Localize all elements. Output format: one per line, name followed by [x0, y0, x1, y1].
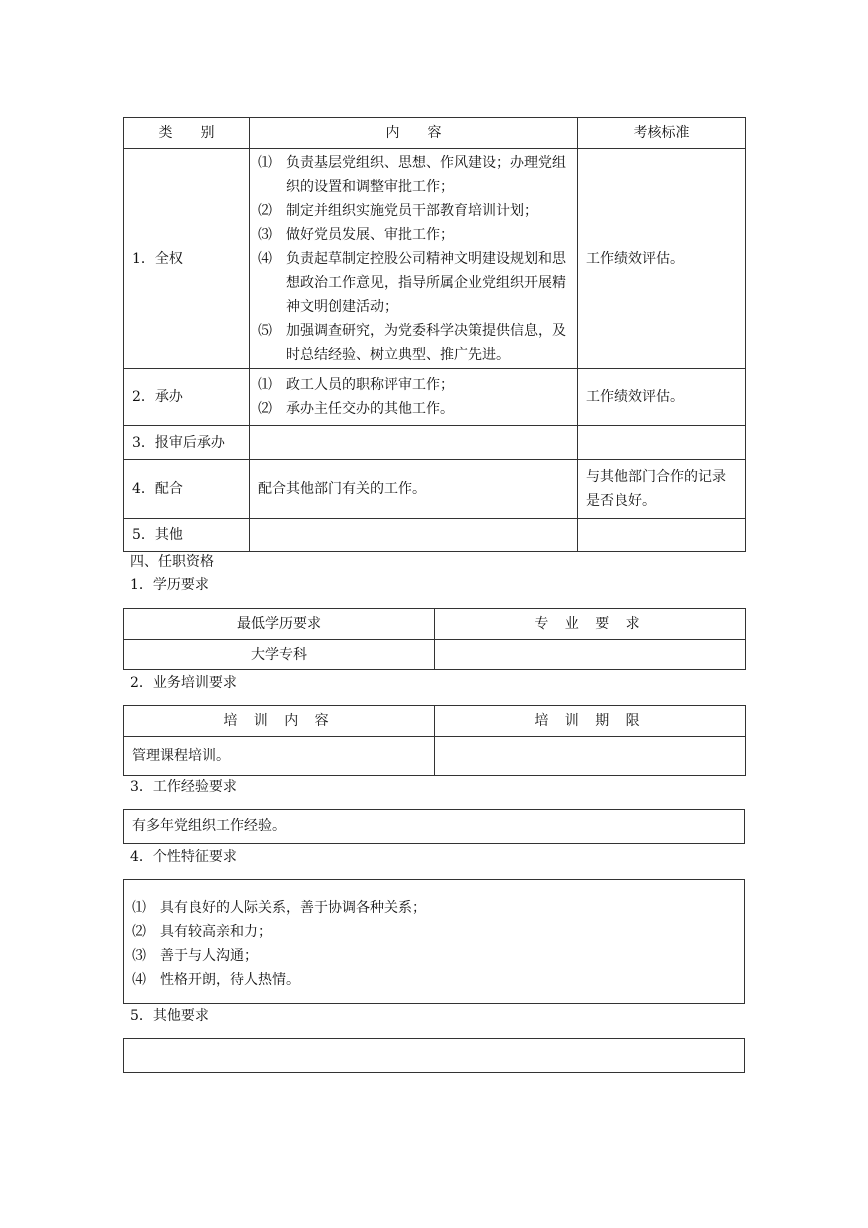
personality-heading: 4．个性特征要求	[130, 849, 237, 865]
list-item: ⑴ 政工人员的职称评审工作；	[258, 377, 454, 393]
education-value-min: 大学专科	[124, 640, 435, 670]
row-category: 1．全权	[124, 149, 250, 369]
header-category: 类 别	[124, 118, 250, 149]
training-heading: 2．业务培训要求	[130, 675, 237, 691]
row-standard: 工作绩效评估。	[578, 369, 746, 426]
row-category: 4．配合	[124, 460, 250, 519]
experience-heading: 3．工作经验要求	[130, 779, 237, 795]
table-row	[124, 369, 746, 426]
section-title: 四、任职资格	[130, 554, 214, 570]
training-value-content: 管理课程培训。	[124, 737, 435, 776]
experience-text: 有多年党组织工作经验。	[132, 818, 286, 834]
row-category: 5．其他	[124, 519, 250, 552]
personality-box	[123, 879, 745, 1004]
other-box	[123, 1038, 745, 1073]
other-heading: 5．其他要求	[130, 1008, 209, 1024]
row-content	[250, 149, 578, 369]
row-content	[250, 426, 578, 460]
row-content: 配合其他部门有关的工作。	[250, 460, 578, 519]
table-row	[124, 149, 746, 369]
table-row	[124, 460, 746, 519]
list-item: ⑵ 制定并组织实施党员干部教育培训计划；	[258, 202, 538, 219]
row-category: 3．报审后承办	[124, 426, 250, 460]
list-item: ⑷ 负责起草制定控股公司精神文明建设规划和思想政治工作意见，指导所属企业党组织开展精神文明创建活动；	[258, 250, 566, 315]
list-item: ⑵ 承办主任交办的其他工作。	[258, 401, 454, 417]
education-value-major	[435, 640, 746, 670]
training-table	[123, 705, 746, 776]
header-content: 内 容	[250, 118, 578, 149]
duty-table-header	[124, 118, 746, 149]
table-row	[124, 519, 746, 552]
row-standard: 与其他部门合作的记录是否良好。	[578, 460, 746, 519]
row-content	[250, 369, 578, 426]
list-item: ⑸ 加强调查研究，为党委科学决策提供信息，及时总结经验、树立典型、推广先进。	[258, 322, 566, 363]
education-table	[123, 608, 746, 670]
list-item: ⑵ 具有较高亲和力；	[132, 924, 272, 940]
list-item: ⑴ 具有良好的人际关系，善于协调各种关系；	[132, 900, 426, 916]
education-header-min: 最低学历要求	[124, 609, 435, 640]
other-text	[124, 1047, 132, 1063]
education-heading: 1．学历要求	[130, 577, 209, 593]
list-item: ⑷ 性格开朗，待人热情。	[132, 972, 300, 988]
list-item: ⑴ 负责基层党组织、思想、作风建设；办理党组织的设置和调整审批工作；	[258, 154, 566, 195]
list-item: ⑶ 善于与人沟通；	[132, 948, 258, 964]
row-content	[250, 519, 578, 552]
duty-table	[123, 117, 746, 552]
training-value-period	[435, 737, 746, 776]
training-header-period: 培 训 期 限	[435, 706, 746, 737]
list-item: ⑶ 做好党员发展、审批工作；	[258, 226, 454, 243]
row-category: 2．承办	[124, 369, 250, 426]
row-standard: 工作绩效评估。	[578, 149, 746, 369]
experience-box	[123, 809, 745, 844]
row-standard	[578, 519, 746, 552]
training-header-content: 培 训 内 容	[124, 706, 435, 737]
education-header-major: 专 业 要 求	[435, 609, 746, 640]
table-row	[124, 426, 746, 460]
row-standard	[578, 426, 746, 460]
header-standard: 考核标准	[578, 118, 746, 149]
